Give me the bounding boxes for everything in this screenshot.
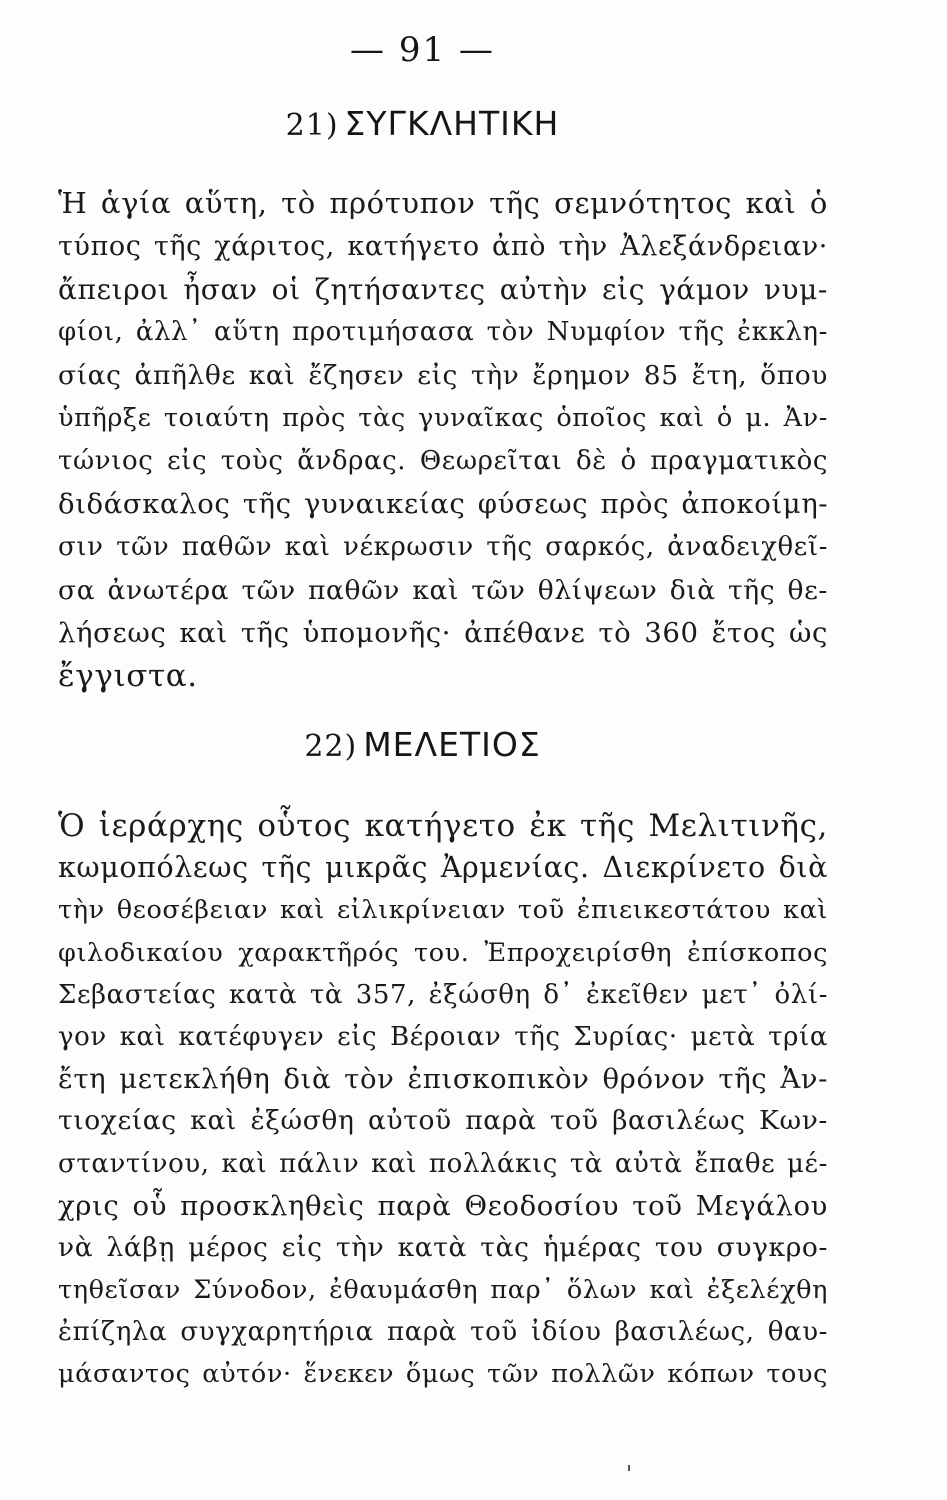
text-line: σιν τῶν παθῶν καὶ νέκρωσιν τῆς σαρκός, ἀναδειχθεῖ- bbox=[58, 532, 828, 562]
page-number: — 91 — bbox=[350, 30, 495, 70]
text-line: ἐπίζηλα συγχαρητήρια παρὰ τοῦ ἰδίου βασιλέως, θαυ- bbox=[58, 1317, 828, 1348]
text-line: ἄπειροι ἦσαν οἱ ζητήσαντες αὐτὴν εἰς γάμον νυμ- bbox=[58, 273, 828, 306]
text-line: σα ἀνωτέρα τῶν παθῶν καὶ τῶν θλίψεων διὰ τῆς θε- bbox=[58, 575, 828, 606]
text-line: γον καὶ κατέφυγεν εἰς Βέροιαν τῆς Συρίας· μετὰ τρία bbox=[58, 1021, 828, 1052]
text-line: Σεβαστείας κατὰ τὰ 357, ἐξώσθη δ᾽ ἐκεῖθεν μετ᾽ ὀλί- bbox=[58, 979, 828, 1010]
text-line: τιοχείας καὶ ἐξώσθη αὐτοῦ παρὰ τοῦ βασιλέως Κων- bbox=[58, 1105, 828, 1137]
text-line: νὰ λάβῃ μέρος εἰς τὴν κατὰ τὰς ἡμέρας του συγκρο- bbox=[58, 1231, 828, 1263]
section-number: 22) bbox=[304, 729, 358, 764]
section-title: ΣΥΓΚΛΗΤΙΚΗ bbox=[344, 104, 560, 143]
section-title: ΜΕΛΕΤΙΟΣ bbox=[363, 725, 541, 764]
text-line: διδάσκαλος τῆς γυναικείας φύσεως πρὸς ἀποκοίμη- bbox=[58, 488, 829, 520]
text-line: κωμοπόλεως τῆς μικρᾶς Ἀρμενίας. Διεκρίνετο διὰ bbox=[58, 851, 828, 885]
text-line: σταντίνου, καὶ πάλιν καὶ πολλάκις τὰ αὐτὰ ἔπαθε μέ- bbox=[58, 1148, 828, 1179]
section-number: 21) bbox=[285, 108, 339, 143]
text-line: φιλοδικαίου χαρακτῆρός του. Ἐπροχειρίσθη ἐπίσκοπος bbox=[58, 937, 828, 968]
text-line: σίας ἀπῆλθε καὶ ἔζησεν εἰς τὴν ἔρημον 85 ἔτη, ὅπου bbox=[58, 360, 828, 391]
text-line: τὴν θεοσέβειαν καὶ εἰλικρίνειαν τοῦ ἐπιεικεστάτου καὶ bbox=[58, 895, 828, 926]
section-heading-synkletike bbox=[0, 104, 845, 143]
text-line: χρις οὗ προσκληθεὶς παρὰ Θεοδοσίου τοῦ Μεγάλου bbox=[58, 1189, 828, 1222]
text-line: τώνιος εἰς τοὺς ἄνδρας. Θεωρεῖται δὲ ὁ πραγματικὸς bbox=[58, 446, 828, 476]
section-heading-meletios bbox=[0, 725, 845, 764]
text-line: ἔτη μετεκλήθη διὰ τὸν ἐπισκοπικὸν θρόνον τῆς Ἀν- bbox=[58, 1063, 828, 1096]
text-line: ὑπῆρξε τοιαύτη πρὸς τὰς γυναῖκας ὁποῖος καὶ ὁ μ. Ἀν- bbox=[58, 403, 828, 433]
text-line: μάσαντος αὐτόν· ἕνεκεν ὅμως τῶν πολλῶν κόπων τους bbox=[58, 1359, 828, 1390]
text-line: τύπος τῆς χάριτος, κατήγετο ἀπὸ τὴν Ἀλεξάνδρειαν· bbox=[58, 231, 828, 262]
text-line: τηθεῖσαν Σύνοδον, ἐθαυμάσθη παρ᾽ ὅλων καὶ ἐξελέχθη bbox=[58, 1275, 828, 1306]
text-line: Ὁ ἱεράρχης οὗτος κατήγετο ἐκ τῆς Μελιτινῆς, bbox=[58, 808, 828, 844]
text-line: ἔγγιστα. bbox=[58, 658, 198, 694]
text-line: λήσεως καὶ τῆς ὑπομονῆς· ἀπέθανε τὸ 360 ἔτος ὡς bbox=[58, 617, 828, 649]
text-line: φίοι, ἀλλ᾽ αὕτη προτιμήσασα τὸν Νυμφίον τῆς ἐκκλη- bbox=[58, 317, 828, 347]
text-line: Ἡ ἁγία αὕτη, τὸ πρότυπον τῆς σεμνότητος καὶ ὁ bbox=[58, 186, 828, 220]
section-body-synkletike bbox=[58, 182, 828, 698]
section-body-meletios bbox=[58, 805, 828, 1396]
print-speck bbox=[628, 1465, 630, 1471]
